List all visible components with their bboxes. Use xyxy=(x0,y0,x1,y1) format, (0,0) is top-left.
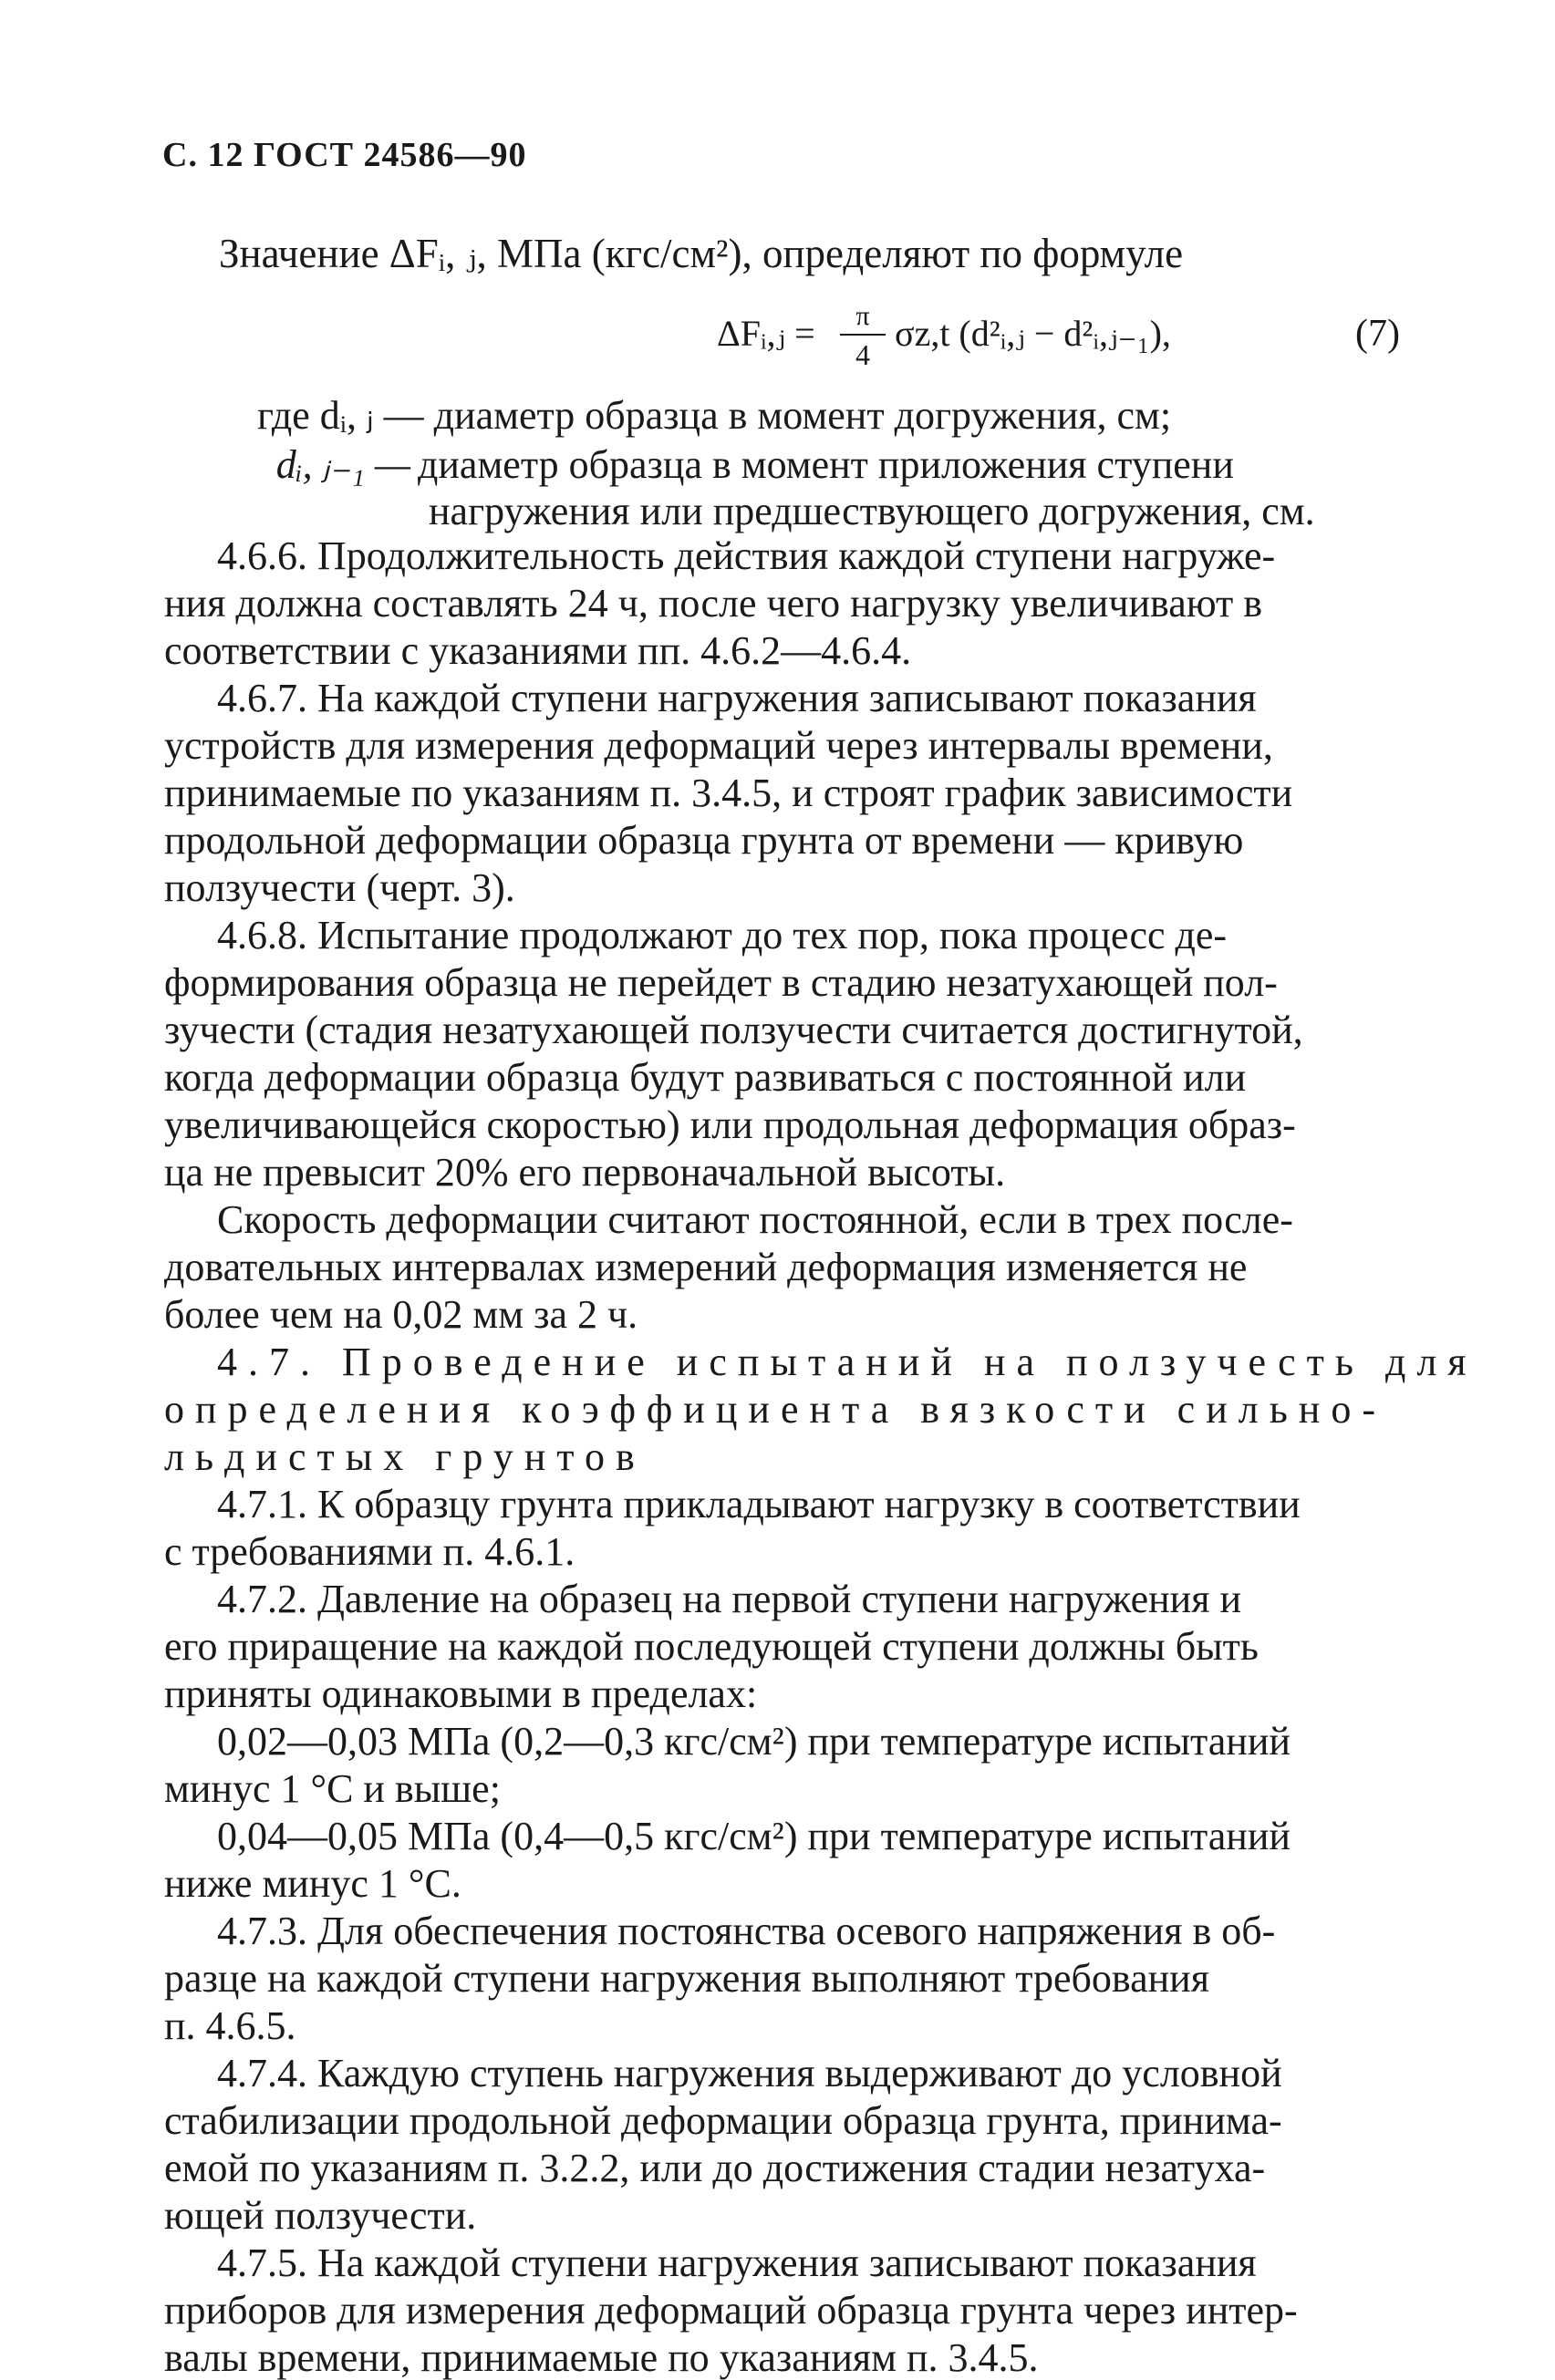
text-line: соответствии с указаниями пп. 4.6.2—4.6.4. xyxy=(164,628,912,673)
section-heading-line: определения коэффициента вязкости сильно- xyxy=(164,1387,1386,1432)
text-line: его приращение на каждой последующей ступени должны быть xyxy=(164,1624,1259,1669)
definition-symbol: dᵢ, ⱼ₋₁ — xyxy=(275,442,410,487)
fraction-bar xyxy=(840,334,886,336)
text-line: продольной деформации образца грунта от времени — кривую xyxy=(164,818,1244,863)
text-line: более чем на 0,02 мм за 2 ч. xyxy=(164,1292,638,1337)
text-line: минус 1 °С и выше; xyxy=(164,1766,501,1811)
text-line: устройств для измерения деформаций через интервалы времени, xyxy=(164,723,1273,768)
text-line: приняты одинаковыми в пределах: xyxy=(164,1671,758,1716)
definition-di-j: где dᵢ, ⱼ — диаметр образца в момент догружения, см; xyxy=(257,393,1172,438)
text-line: ющей ползучести. xyxy=(164,2193,477,2238)
section-heading-line: льдистых грунтов xyxy=(164,1434,646,1479)
text-line: стабилизации продольной деформации образца грунта, принима- xyxy=(164,2098,1282,2143)
text-line: 4.7.3. Для обеспечения постоянства осевого напряжения в об- xyxy=(217,1909,1276,1953)
text-line: формирования образца не перейдет в стадию незатухающей пол- xyxy=(164,960,1278,1005)
formula-rhs: σz,t (d²ᵢ,ⱼ − d²ᵢ,ⱼ₋₁), xyxy=(895,313,1171,354)
formula-7 xyxy=(717,301,1419,401)
text-line: принимаемые по указаниям п. 3.4.5, и строят график зависимости xyxy=(164,771,1293,815)
fraction-denominator: 4 xyxy=(855,338,870,371)
text-line: ниже минус 1 °С. xyxy=(164,1861,461,1906)
text-line: 4.6.8. Испытание продолжают до тех пор, пока процесс де- xyxy=(217,913,1228,957)
text-line: 0,04—0,05 МПа (0,4—0,5 кгс/см²) при температуре испытаний xyxy=(217,1814,1291,1858)
formula-intro: Значение ΔFᵢ, ⱼ, МПа (кгс/см²), определяют по формуле xyxy=(219,231,1184,276)
section-heading-line: 4.7. Проведение испытаний на ползучесть для xyxy=(217,1340,1477,1384)
text-line: 4.6.7. На каждой ступени нагружения записывают показания xyxy=(217,676,1257,720)
text-line: приборов для измерения деформаций образца грунта через интер- xyxy=(164,2288,1298,2333)
text-line: емой по указаниям п. 3.2.2, или до достижения стадии незатуха- xyxy=(164,2146,1266,2190)
text-line: 4.7.4. Каждую ступень нагружения выдерживают до условной xyxy=(217,2051,1282,2095)
text-line: п. 4.6.5. xyxy=(164,2003,296,2048)
text-line: 4.6.6. Продолжительность действия каждой ступени нагруже- xyxy=(217,533,1276,578)
page-header: С. 12 ГОСТ 24586—90 xyxy=(162,136,527,174)
formula-lhs: ΔFᵢ,ⱼ = xyxy=(717,313,815,354)
definition-text: диаметр образца в момент приложения ступени xyxy=(418,442,1234,487)
text-line: разце на каждой ступени нагружения выполняют требования xyxy=(164,1956,1209,2001)
text-line: 4.7.1. К образцу грунта прикладывают нагрузку в соответствии xyxy=(217,1482,1301,1526)
text-line: когда деформации образца будут развиваться с постоянной или xyxy=(164,1055,1247,1100)
definition-continuation: нагружения или предшествующего догружения, см. xyxy=(429,489,1315,533)
text-line: ползучести (черт. 3). xyxy=(164,865,515,910)
text-line: с требованиями п. 4.6.1. xyxy=(164,1529,575,1574)
text-line: 4.7.2. Давление на образец на первой ступени нагружения и xyxy=(217,1577,1242,1621)
text-line: зучести (стадия незатухающей ползучести считается достигнутой, xyxy=(164,1008,1303,1052)
text-line: 4.7.5. На каждой ступени нагружения записывают показания xyxy=(217,2240,1257,2285)
text-line: валы времени, принимаемые по указаниям п. 3.4.5. xyxy=(164,2335,1039,2380)
text-line: 0,02—0,03 МПа (0,2—0,3 кгс/см²) при температуре испытаний xyxy=(217,1719,1291,1764)
text-line: увеличивающейся скоростью) или продольная деформация образ- xyxy=(164,1102,1296,1147)
text-line: ца не превысит 20% его первоначальной высоты. xyxy=(164,1150,1006,1195)
text-line: ния должна составлять 24 ч, после чего нагрузку увеличивают в xyxy=(164,581,1263,626)
text-line: Скорость деформации считают постоянной, если в трех после- xyxy=(217,1197,1293,1242)
formula-fraction xyxy=(840,301,886,370)
fraction-numerator: π xyxy=(855,301,870,331)
formula-number: (7) xyxy=(1355,313,1400,355)
definition-di-j-1 xyxy=(255,441,1234,488)
text-line: довательных интервалах измерений деформация изменяется не xyxy=(164,1245,1248,1289)
